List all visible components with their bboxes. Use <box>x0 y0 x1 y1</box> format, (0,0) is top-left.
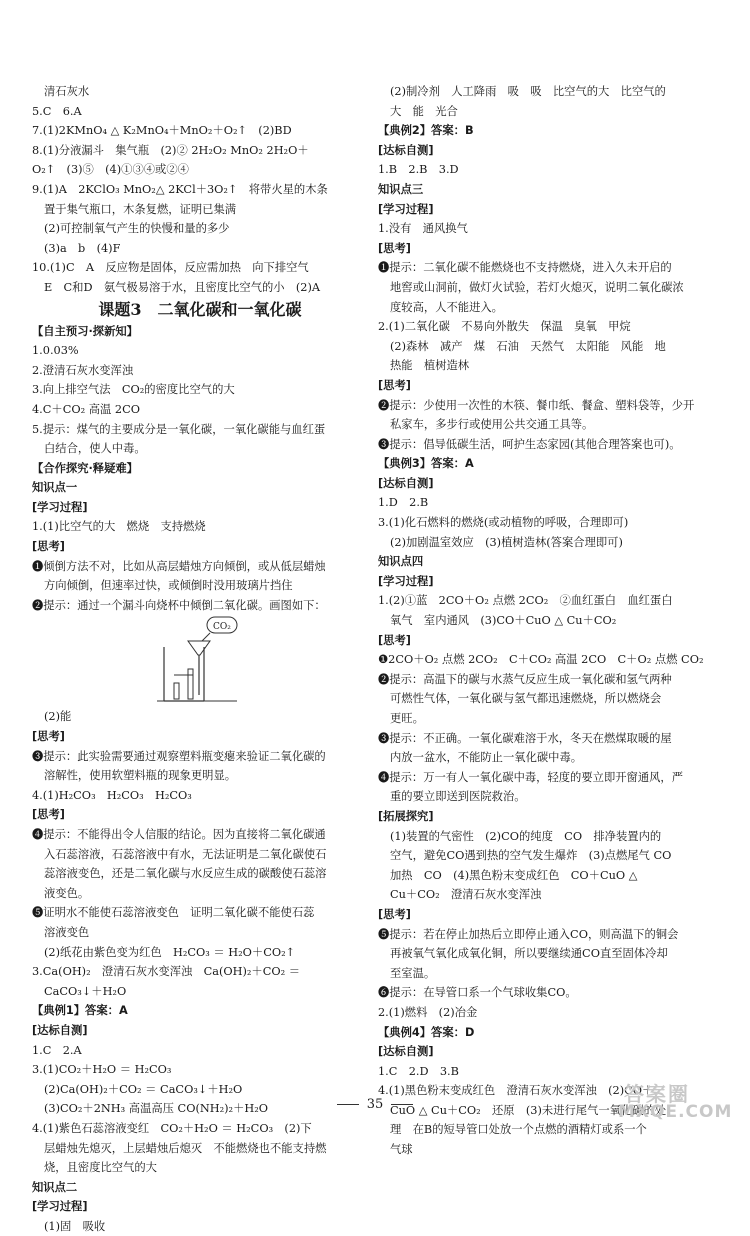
answer-line: (1)装置的气密性 (2)CO的纯度 CO 排净装置内的 <box>390 829 662 843</box>
answer-line: 清石灰水 <box>44 85 90 98</box>
answer-line: ❶倾倒方法不对，比如从高层蜡烛方向倾倒，或从低层蜡烛 <box>32 559 326 573</box>
answer-line: 1.B 2.B 3.D <box>378 163 459 177</box>
section-heading: [思考] <box>32 730 65 744</box>
answer-line: 蕊溶液变色，还是二氧化碳与水反应生成的碳酸使石蕊溶 <box>44 867 327 881</box>
answer-line: 重的要立即送到医院救治。 <box>390 790 526 804</box>
answer-line: 大 能 光合 <box>390 104 458 118</box>
section-heading: 【自主预习·探新知】 <box>32 324 138 338</box>
answer-line: CuO △ Cu＋CO₂ 还原 (3)未进行尾气一氧化碳的处 <box>390 1103 667 1117</box>
section-heading: [达标自测] <box>378 143 434 157</box>
answer-line: (2)森林 减产 煤 石油 天然气 太阳能 风能 地 <box>390 339 666 353</box>
answer-line: Cu＋CO₂ 澄清石灰水变浑浊 <box>390 888 542 902</box>
answer-line: ❹提示：万一有人一氧化碳中毒，轻度的要立即开窗通风，严 <box>378 770 684 784</box>
answer-line: (3)CO₂＋2NH₃ 高温高压 CO(NH₂)₂＋H₂O <box>44 1102 269 1116</box>
answer-line: 溶液变色 <box>44 925 90 939</box>
answer-line: 1.(1)比空气的大 燃烧 支持燃烧 <box>32 520 206 534</box>
answer-line: 再被氧气氧化成氧化铜，所以要继续通CO直至固体冷却 <box>390 947 668 961</box>
section-heading: 知识点一 <box>32 481 78 495</box>
answer-line: (2)制冷剂 人工降雨 吸 吸 比空气的大 比空气的 <box>390 85 666 98</box>
page-number: 35 <box>0 1097 750 1112</box>
answer-line: 更旺。 <box>390 712 424 725</box>
answer-line: ❺证明水不能使石蕊溶液变色 证明二氧化碳不能使石蕊 <box>32 906 315 920</box>
section-heading: [达标自测] <box>378 1045 434 1059</box>
answer-line: 入石蕊溶液，石蕊溶液中有水，无法证明是二氧化碳使石 <box>44 847 327 861</box>
answer-line: 7.(1)2KMnO₄ △ K₂MnO₄＋MnO₂＋O₂↑ (2)BD <box>32 124 292 138</box>
answer-line: ❷提示：高温下的碳与水蒸气反应生成一氧化碳和氢气两种 <box>378 672 672 686</box>
section-heading: [思考] <box>32 540 65 554</box>
section-heading: 【典例4】答案：D <box>378 1025 475 1039</box>
answer-line: ❺提示：若在停止加热后立即停止通入CO，则高温下的铜会 <box>378 927 679 941</box>
answer-line: 至室温。 <box>390 966 436 980</box>
beaker-funnel-figure <box>32 615 368 707</box>
section-heading: [学习过程] <box>378 202 434 216</box>
section-heading: [思考] <box>378 378 411 392</box>
answer-line: 溶解性，使用软塑料瓶的现象更明显。 <box>44 769 237 783</box>
answer-line: 私家车，多步行或使用公共交通工具等。 <box>390 418 594 432</box>
left-column <box>32 82 368 1236</box>
answer-line: (1)固 吸收 <box>44 1219 106 1233</box>
answer-line: 地窖或山洞前，做灯火试验，若灯火熄灭，说明二氧化碳浓 <box>390 280 684 294</box>
answer-line: 5.提示：煤气的主要成分是一氧化碳，一氧化碳能与血红蛋 <box>32 422 326 436</box>
section-heading: [思考] <box>378 633 411 647</box>
section-heading: [思考] <box>378 241 411 255</box>
answer-line: (2)Ca(OH)₂＋CO₂ ＝ CaCO₃↓＋H₂O <box>44 1082 243 1096</box>
section-heading: 知识点二 <box>32 1180 78 1194</box>
answer-line: ❻提示：在导管口系一个气球收集CO。 <box>378 986 577 1000</box>
answer-line: ❷提示：通过一个漏斗向烧杯中倾倒二氧化碳。画图如下： <box>32 598 326 612</box>
section-heading: [学习过程] <box>32 1200 88 1214</box>
answer-line: 白结合，使人中毒。 <box>44 442 146 456</box>
answer-line: 度较高，人不能进入。 <box>390 300 503 314</box>
answer-line: (3)a b (4)F <box>44 241 121 255</box>
answer-line: ❶2CO＋O₂ 点燃 2CO₂ C＋CO₂ 高温 2CO C＋O₂ 点燃 CO₂ <box>378 653 704 667</box>
answer-line: CaCO₃↓＋H₂O <box>44 984 127 998</box>
right-column <box>378 82 726 1160</box>
answer-line: ❹提示：不能得出令人信服的结论。因为直接将二氧化碳通 <box>32 828 326 841</box>
watermark-logo: 答案圈 MXQE.COM <box>618 1082 733 1122</box>
answer-line: 1.C 2.D 3.B <box>378 1064 459 1078</box>
lesson-title: 课题3 二氧化碳和一氧化碳 <box>98 299 302 319</box>
answer-line: 理 在B的短导管口处放一个点燃的酒精灯或系一个 <box>390 1123 647 1137</box>
answer-line: ❶提示：二氧化碳不能燃烧也不支持燃烧，进入久未开启的 <box>378 261 672 275</box>
answer-line: 1.没有 通风换气 <box>378 222 468 236</box>
answer-line: 4.(1)黑色粉末变成红色 澄清石灰水变浑浊 (2)CO＋ <box>378 1084 654 1098</box>
section-heading: [拓展探究] <box>378 809 434 823</box>
section-heading: 【典例1】答案：A <box>32 1004 128 1018</box>
answer-line: 5.C 6.A <box>32 104 82 118</box>
section-heading: 知识点三 <box>378 182 424 196</box>
answer-line: ❸提示：倡导低碳生活，呵护生态家园(其他合理答案也可)。 <box>378 437 681 451</box>
answer-line: 3.Ca(OH)₂ 澄清石灰水变浑浊 Ca(OH)₂＋CO₂ ＝ <box>32 965 301 979</box>
answer-line: 空气，避免CO遇到热的空气发生爆炸 (3)点燃尾气 CO <box>390 849 672 863</box>
answer-line: 1.0.03% <box>32 344 79 358</box>
answer-line: 4.(1)H₂CO₃ H₂CO₃ H₂CO₃ <box>32 788 192 802</box>
answer-line: 方向倾倒，但速率过快，或倾倒时没用玻璃片挡住 <box>44 579 293 593</box>
answer-line: 1.D 2.B <box>378 496 429 510</box>
section-heading: [学习过程] <box>378 574 434 588</box>
section-heading: [达标自测] <box>378 476 434 490</box>
answer-line: 烧，且密度比空气的大 <box>44 1161 157 1175</box>
answer-line: 液变色。 <box>44 886 90 900</box>
section-heading: 知识点四 <box>378 555 424 569</box>
section-heading: 【合作探究·释疑难】 <box>32 461 138 475</box>
answer-line: 10.(1)C A 反应物是固体，反应需加热 向下排空气 <box>32 261 309 275</box>
answer-line: 置于集气瓶口，木条复燃，证明已集满 <box>44 202 237 216</box>
answer-line: 3.(1)化石燃料的燃烧(或动植物的呼吸，合理即可) <box>378 516 629 530</box>
answer-line: 氧气 室内通风 (3)CO＋CuO △ Cu＋CO₂ <box>390 614 617 628</box>
answer-line: 层蜡烛先熄灭，上层蜡烛后熄灭 不能燃烧也不能支持燃 <box>44 1141 327 1155</box>
answer-line: 4.C＋CO₂ 高温 2CO <box>32 402 141 416</box>
answer-line: 热能 植树造林 <box>390 359 470 373</box>
answer-line: 内放一盆水，不能防止一氧化碳中毒。 <box>390 751 583 765</box>
answer-line: 3.向上排空气法 CO₂的密度比空气的大 <box>32 383 235 397</box>
answer-line: 3.(1)CO₂＋H₂O ＝ H₂CO₃ <box>32 1063 172 1077</box>
answer-line: 2.(1)燃料 (2)冶金 <box>378 1005 478 1019</box>
answer-line: 1.C 2.A <box>32 1043 82 1057</box>
answer-line: ❸提示：此实验需要通过观察塑料瓶变瘪来验证二氧化碳的 <box>32 749 326 763</box>
answer-line: 气球 <box>390 1143 413 1157</box>
section-heading: 【典例3】答案：A <box>378 457 474 471</box>
answer-line: 2.(1)二氧化碳 不易向外散失 保温 臭氧 甲烷 <box>378 320 631 334</box>
section-heading: [学习过程] <box>32 500 88 514</box>
section-heading: [思考] <box>32 808 65 822</box>
answer-line: ❸提示：不正确。一氧化碳难溶于水，冬天在燃煤取暖的屋 <box>378 731 672 745</box>
answer-line: ❷提示：少使用一次性的木筷、餐巾纸、餐盒、塑料袋等，少开 <box>378 398 695 412</box>
answer-line: 加热 CO (4)黑色粉末变成红色 CO＋CuO △ <box>390 868 638 882</box>
answer-line: O₂↑ (3)⑤ (4)①③④或②④ <box>32 163 189 177</box>
answer-line: 2.澄清石灰水变浑浊 <box>32 363 134 377</box>
answer-line: 可燃性气体，一氧化碳与氢气都迅速燃烧，所以燃烧会 <box>390 692 662 706</box>
answer-line: (2)可控制氧气产生的快慢和量的多少 <box>44 222 230 236</box>
section-heading: [思考] <box>378 907 411 921</box>
answer-line: 9.(1)A 2KClO₃ MnO₂△ 2KCl＋3O₂↑ 将带火星的木条 <box>32 182 328 196</box>
answer-line: E C和D 氨气极易溶于水，且密度比空气的小 (2)A <box>44 280 321 294</box>
answer-line: (2)纸花由紫色变为红色 H₂CO₃ ＝ H₂O＋CO₂↑ <box>44 945 296 959</box>
answer-line: 8.(1)分液漏斗 集气瓶 (2)② 2H₂O₂ MnO₂ 2H₂O＋ <box>32 143 309 157</box>
answer-line: (2)能 <box>44 710 72 724</box>
section-heading: 【典例2】答案：B <box>378 124 474 138</box>
co2-label: CO₂ <box>213 622 231 633</box>
answer-line: (2)加剧温室效应 (3)植树造林(答案合理即可) <box>390 535 623 549</box>
section-heading: [达标自测] <box>32 1023 88 1037</box>
answer-line: 1.(2)①蓝 2CO＋O₂ 点燃 2CO₂ ②血红蛋白 血红蛋白 <box>378 594 673 608</box>
answer-line: 4.(1)紫色石蕊溶液变红 CO₂＋H₂O ＝ H₂CO₃ (2)下 <box>32 1121 312 1135</box>
